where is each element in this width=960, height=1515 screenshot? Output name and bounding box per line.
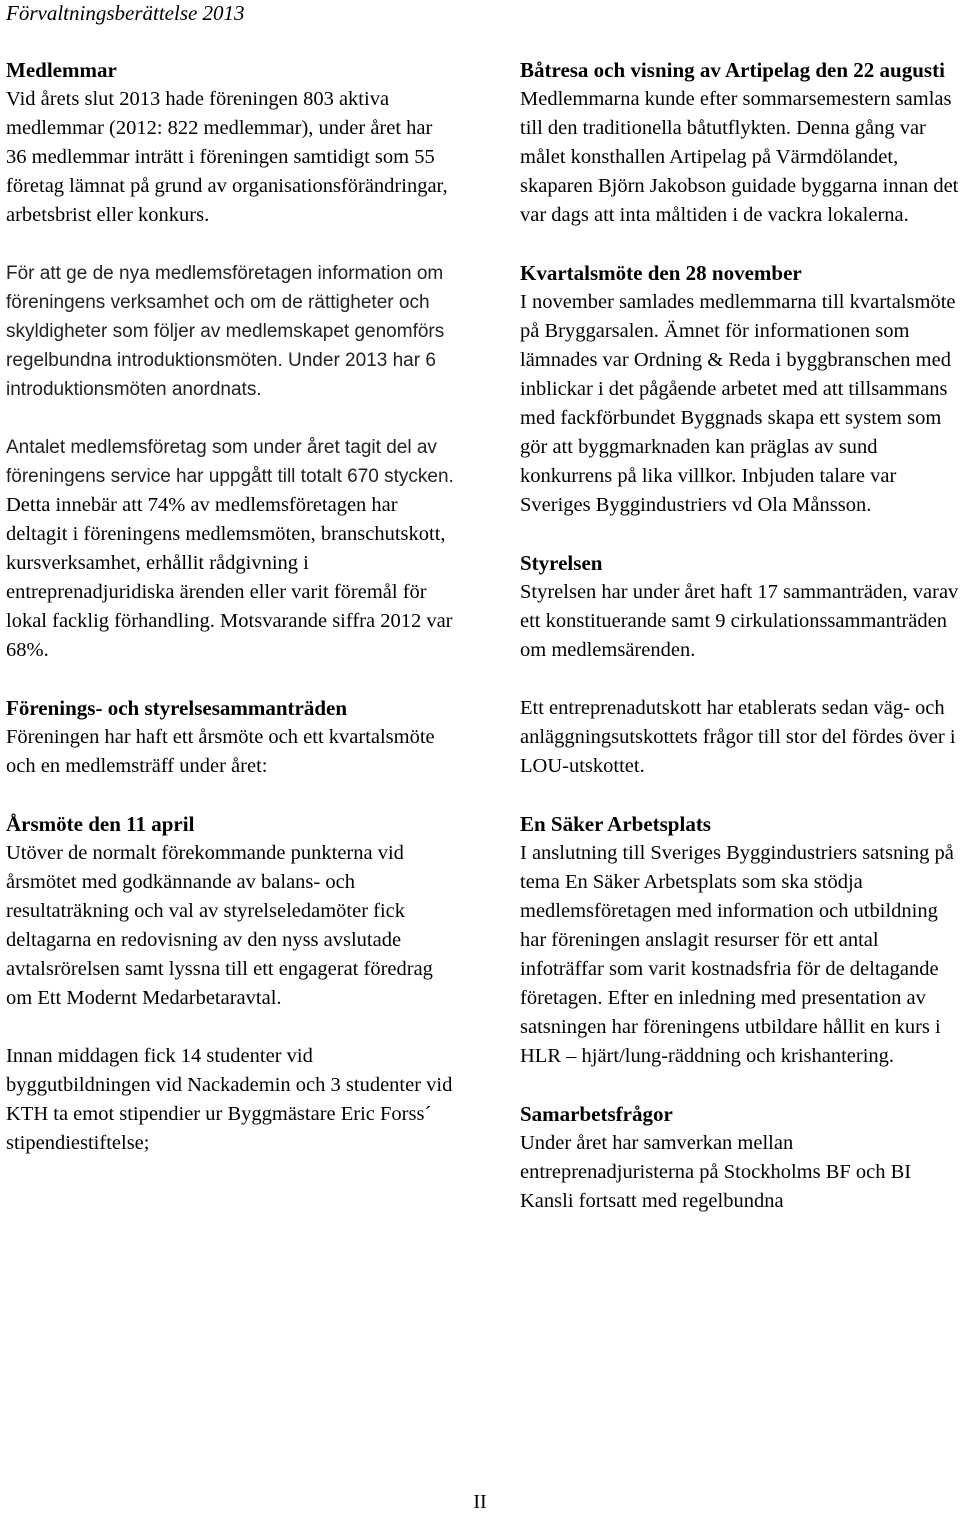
paragraph-saker-arbetsplats-1: I anslutning till Sveriges Byggindustriers satsning på tema En Säker Arbetsplats som ska stödja medlemsföretagen med information och utbildning har föreningen anslagit resurser för ett antal infoträffar som varit kostnadsfria för de deltagande företagen. Efter en inledning med presentation av satsningen har föreningens utbildare hållit en kurs i HLR – hjärt/lung-räddning och krishantering.: [520, 842, 954, 1067]
paragraph-arsmote-2: Innan middagen fick 14 studenter vid byggutbildningen vid Nackademin och 3 studenter vid KTH ta emot stipendier ur Byggmästare Eric Forss´ stipendiestiftelse;: [6, 1045, 453, 1154]
paragraph-gap: [520, 1071, 960, 1100]
right-column: [520, 56, 960, 1216]
paragraph-kvartalsmote-1: I november samlades medlemmarna till kvartalsmöte på Bryggarsalen. Ämnet för informationen som lämnades var Ordning & Reda i byggbranschen med inblickar i det pågående arbetet med att tillsammans med fackförbundet Byggnads skapa ett system som gör att byggmarknaden kan präglas av sund konkurrens på lika villkor. Inbjuden talare var Sveriges Byggindustriers vd Ola Månsson.: [520, 291, 956, 516]
paragraph-forening-1: Föreningen har haft ett årsmöte och ett kvartalsmöte och en medlemsträff under året:: [6, 726, 435, 777]
paragraph-styrelsen-1: Styrelsen har under året haft 17 sammanträden, varav ett konstituerande samt 9 cirkulationssammanträden om medlemsärenden.: [520, 581, 959, 661]
paragraph-medlemmar-3: [6, 433, 456, 665]
paragraph-gap: [520, 781, 960, 810]
paragraph-gap: [6, 665, 456, 694]
left-column: [6, 56, 456, 1158]
paragraph-gap: [6, 230, 456, 259]
section-heading-styrelsen: Styrelsen: [520, 551, 603, 575]
paragraph-medlemmar-3-serif: Detta innebär att 74% av medlemsföretagen har deltagit i föreningens medlemsmöten, branschutskott, kursverksamhet, erhållit rådgivning i entreprenadjuridiska ärenden eller varit föremål för lokal facklig förhandling. Motsvarande siffra 2012 var 68%.: [6, 494, 453, 661]
paragraph-batresa-1: Medlemmarna kunde efter sommarsemestern samlas till den traditionella båtutflykten. Denna gång var målet konsthallen Artipelag på Värmdölandet, skaparen Björn Jakobson guidade byggarna innan det var dags att inta måltiden i de vackra lokalerna.: [520, 88, 959, 226]
section-heading-samarbetsfragor: Samarbetsfrågor: [520, 1102, 673, 1126]
paragraph-styrelsen-2: Ett entreprenadutskott har etablerats sedan väg- och anläggningsutskottets frågor till stor del fördes över i LOU-utskottet.: [520, 697, 956, 777]
paragraph-gap: [6, 781, 456, 810]
paragraph-medlemmar-2: För att ge de nya medlemsföretagen information om föreningens verksamhet och om de rättigheter och skyldigheter som följer av medlemskapet genomförs regelbundna introduktionsmöten. Under 2013 har 6 introduktionsmöten anordnats.: [6, 263, 445, 400]
section-heading-forening: Förenings- och styrelsesammanträden: [6, 696, 348, 720]
paragraph-medlemmar-3-sans: Antalet medlemsföretag som under året tagit del av föreningens service har uppgått till totalt 670 stycken.: [6, 437, 454, 487]
section-heading-medlemmar: Medlemmar: [6, 58, 117, 82]
section-heading-saker-arbetsplats: En Säker Arbetsplats: [520, 812, 711, 836]
section-heading-arsmote: Årsmöte den 11 april: [6, 812, 195, 836]
paragraph-medlemmar-1: Vid årets slut 2013 hade föreningen 803 aktiva medlemmar (2012: 822 medlemmar), under året har 36 medlemmar inträtt i föreningen samtidigt som 55 företag lämnat på grund av organisationsförändringar, arbetsbrist eller konkurs.: [6, 88, 448, 226]
paragraph-gap: [6, 404, 456, 433]
paragraph-gap: [520, 230, 960, 259]
paragraph-gap: [520, 520, 960, 549]
page-header-title: Förvaltningsberättelse 2013: [6, 1, 245, 25]
paragraph-samarbetsfragor-1: Under året har samverkan mellan entreprenadjuristerna på Stockholms BF och BI Kansli fortsatt med regelbundna: [520, 1132, 912, 1212]
page-number: II: [473, 1491, 487, 1513]
paragraph-arsmote-1: Utöver de normalt förekommande punkterna vid årsmötet med godkännande av balans- och resultaträkning och val av styrelseledamöter fick deltagarna en redovisning av den nyss avslutade avtalsrörelsen samt lyssna till ett engagerat föredrag om Ett Modernt Medarbetaravtal.: [6, 842, 433, 1009]
section-heading-batresa: Båtresa och visning av Artipelag den 22 augusti: [520, 58, 945, 82]
paragraph-gap: [520, 665, 960, 694]
section-heading-kvartalsmote: Kvartalsmöte den 28 november: [520, 261, 802, 285]
paragraph-gap: [6, 1013, 456, 1042]
